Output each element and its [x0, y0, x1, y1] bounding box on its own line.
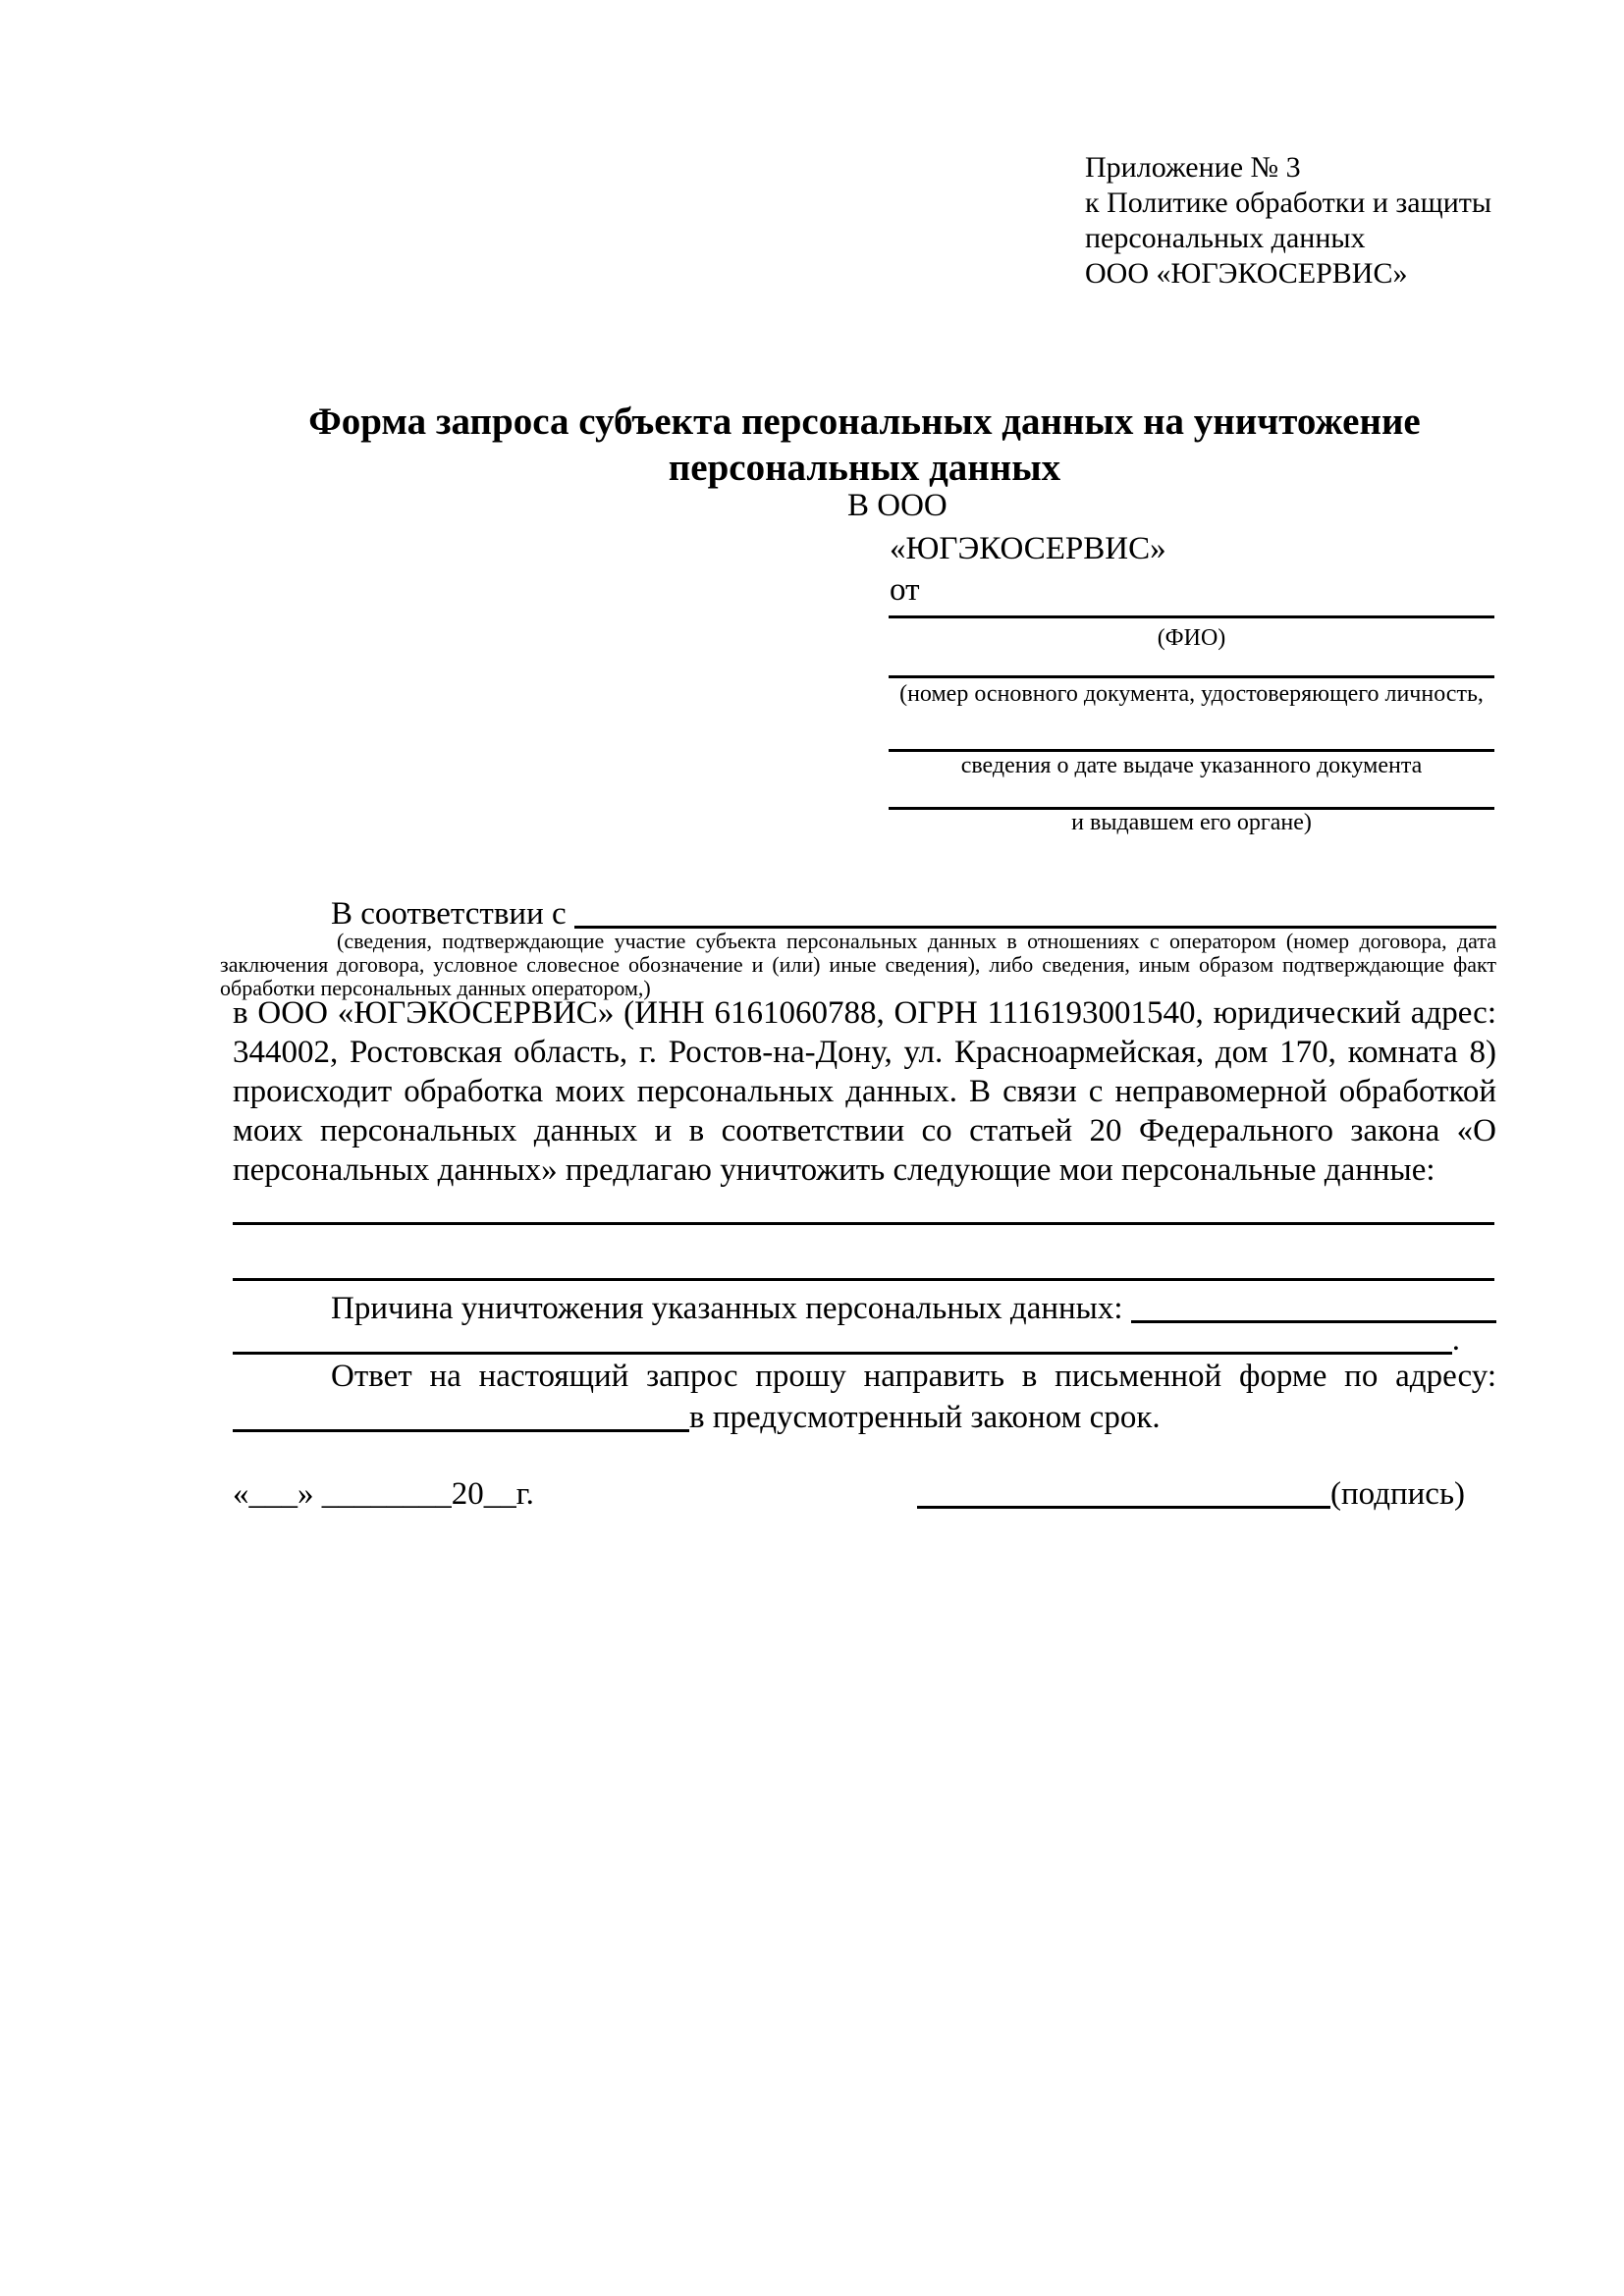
addressee-to-prefix: В ООО — [847, 488, 947, 523]
title-line-1: Форма запроса субъекта персональных данных на уничтожение — [308, 400, 1421, 443]
issue-date-field-caption: сведения о дате выдаче указанного документа — [960, 753, 1423, 778]
period-mark: . — [1451, 1322, 1460, 1358]
reply-paragraph-line: Ответ на настоящий запрос прошу направить в письменной форме по адресу: — [331, 1359, 1496, 1394]
reply-address-field-line[interactable] — [233, 1399, 689, 1432]
reply-address-row — [233, 1399, 1496, 1436]
accordance-hint: (сведения, подтверждающие участие субъекта персональных данных в отношениях с оператором (номер договора, дата заключения договора, условное словесное обозначение и (или) иные сведения), либо сведения, иным образом подтверждающие факт обработки персональных данных оператором,) — [220, 929, 1496, 1000]
signature-caption: (подпись) — [1330, 1476, 1465, 1512]
issuing-authority-field-caption: и выдавшем его органе) — [1071, 810, 1312, 835]
document-title — [233, 399, 1496, 491]
signature-field-line[interactable] — [917, 1475, 1330, 1509]
signature-row — [917, 1475, 1496, 1513]
main-paragraph: в ООО «ЮГЭКОСЕРВИС» (ИНН 6161060788, ОГРН 1116193001540, юридический адрес: 344002, Ростовская область, г. Ростов-на-Дону, ул. Красноармейская, дом 170, комната 8) происходит обработка моих персональных данных. В связи с неправомерной обработкой моих персональных данных и в соответствии со статьей 20 Федерального закона «О персональных данных» предлагаю уничтожить следующие мои персональные данные: — [233, 995, 1496, 1188]
appendix-header-line: к Политике обработки и защиты — [1085, 187, 1492, 219]
addressee-org-name: «ЮГЭКОСЕРВИС» — [890, 531, 1166, 566]
reason-label: Причина уничтожения указанных персональных данных: — [331, 1291, 1131, 1326]
from-label: от — [890, 572, 920, 608]
appendix-header-line: персональных данных — [1085, 222, 1366, 254]
personal-data-field-line-2[interactable] — [233, 1278, 1494, 1281]
fio-field-caption: (ФИО) — [1157, 625, 1226, 651]
accordance-field-line[interactable] — [574, 895, 1496, 929]
reason-continuation-row — [233, 1321, 1460, 1359]
issue-date-field-line[interactable] — [889, 749, 1494, 752]
appendix-header-line: Приложение № 3 — [1085, 151, 1301, 184]
reply-suffix: в предусмотренный законом срок. — [689, 1400, 1161, 1435]
id-document-field-line[interactable] — [889, 675, 1494, 678]
appendix-header — [1085, 150, 1491, 292]
title-line-2: персональных данных — [668, 447, 1061, 489]
appendix-header-line: ООО «ЮГЭКОСЕРВИС» — [1085, 257, 1408, 290]
reason-field-line-continuation[interactable] — [233, 1321, 1452, 1355]
accordance-row — [233, 895, 1496, 933]
date-field-text[interactable]: «___» ________20__г. — [233, 1476, 534, 1512]
accordance-text: В соответствии с — [331, 896, 574, 932]
fio-field-line[interactable] — [889, 615, 1494, 618]
reason-field-line[interactable] — [1131, 1290, 1496, 1323]
id-document-field-caption: (номер основного документа, удостоверяющего личность, — [899, 681, 1484, 707]
personal-data-field-line-1[interactable] — [233, 1222, 1494, 1225]
